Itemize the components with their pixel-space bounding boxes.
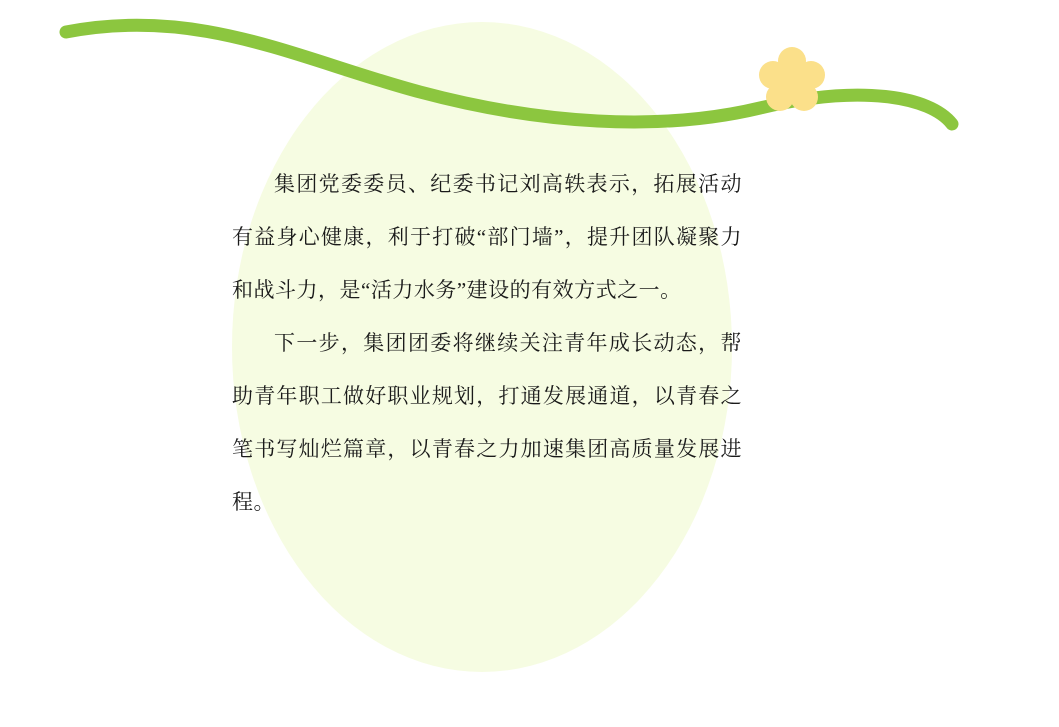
yellow-flower-icon bbox=[757, 45, 827, 115]
paragraph: 集团党委委员、纪委书记刘高轶表示，拓展活动有益身心健康，利于打破“部门墙”，提升团队凝聚力和战斗力，是“活力水务”建设的有效方式之一。 bbox=[232, 172, 742, 302]
document-body bbox=[232, 158, 742, 529]
paragraph: 下一步，集团团委将继续关注青年成长动态，帮助青年职工做好职业规划，打通发展通道，以青春之笔书写灿烂篇章，以青春之力加速集团高质量发展进程。 bbox=[232, 331, 742, 514]
